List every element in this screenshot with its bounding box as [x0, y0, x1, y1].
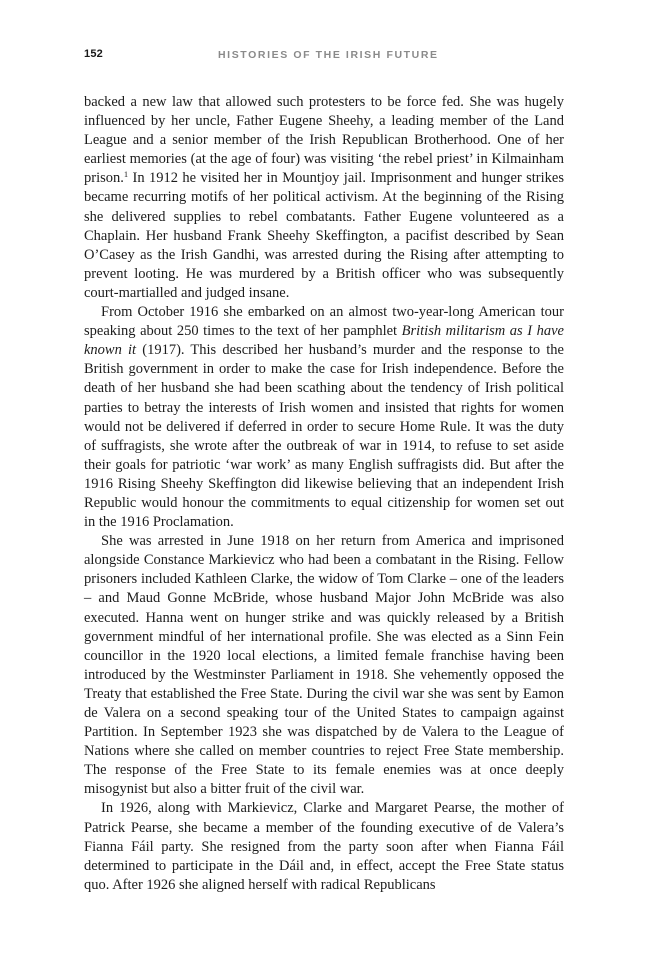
paragraph-text: From October 1916 she embarked on an almost two-year-long American tour speaking about 250 times to the text of her pamphlet — [84, 304, 564, 340]
running-title: HISTORIES OF THE IRISH FUTURE — [218, 49, 439, 61]
paragraph-text: In 1926, along with Markievicz, Clarke and Margaret Pearse, the mother of Patrick Pearse, she became a member of the founding executive of de Valera’s Fianna Fáil party. She resigned from the party soon after when Fianna Fáil determined to participate in the Dáil and, in effect, accept the Free State status quo. After 1926 she aligned herself with radical Republicans — [84, 800, 564, 893]
paragraph — [84, 799, 564, 894]
page-number: 152 — [84, 48, 103, 60]
paragraph-text: (1917). This described her husband’s murder and the response to the British government in order to make the case for Irish independence. Before the death of her husband she had been scathing about the tendency of Irish political parties to betray the interests of Irish women and insisted that rights for women would not be delivered if deferred in order to secure Home Rule. It was the duty of suffragists, she wrote after the outbreak of war in 1914, to refuse to set aside their goals for patriotic ‘war work’ as many English suffragists did. But after the 1916 Rising Sheehy Skeffington did likewise believing that an independent Irish Republic would honour the commitments to equal citizenship for women set out in the 1916 Proclamation. — [84, 342, 564, 531]
paragraph — [84, 303, 564, 532]
footnote-marker: 1 — [123, 169, 129, 180]
paragraph-text: In 1912 he visited her in Mountjoy jail. Imprisonment and hunger strikes became recurring motifs of her political activism. At the beginning of the Rising she delivered supplies to rebel combatants. Father Eugene volunteered as a Chaplain. Her husband Frank Sheehy Skeffington, a pacifist described by Sean O’Casey as the Irish Gandhi, was arrested during the Rising after attempting to prevent looting. He was murdered by a British officer who was subsequently court-martialled and judged insane. — [84, 170, 564, 301]
paragraph — [84, 532, 564, 799]
paragraph — [84, 93, 564, 303]
italic-title: British militarism as I have known it — [84, 323, 564, 359]
running-head — [84, 48, 564, 64]
body-text — [84, 93, 564, 895]
paragraph-text: backed a new law that allowed such protesters to be force fed. She was hugely influenced by her uncle, Father Eugene Sheehy, a leading member of the Land League and a senior member of the Irish Republican Brotherhood. One of her earliest memories (at the age of four) was visiting ‘the rebel priest’ in Kilmainham prison. — [84, 94, 564, 187]
paragraph-text: She was arrested in June 1918 on her return from America and imprisoned alongside Constance Markievicz who had been a combatant in the Rising. Fellow prisoners included Kathleen Clarke, the widow of Tom Clarke – one of the leaders – and Maud Gonne McBride, whose husband Major John McBride was also executed. Hanna went on hunger strike and was quickly released by a British government mindful of her international profile. She was elected as a Sinn Fein councillor in the 1920 local elections, a limited female franchise having been introduced by the Westminster Parliament in 1918. She vehemently opposed the Treaty that established the Free State. During the civil war she was sent by Eamon de Valera on a second speaking tour of the United States to campaign against Partition. In September 1923 she was dispatched by de Valera to the League of Nations where she called on member countries to reject Free State membership. The response of the Free State to its female enemies was at once deeply misogynist but also a bitter fruit of the civil war. — [84, 533, 564, 798]
